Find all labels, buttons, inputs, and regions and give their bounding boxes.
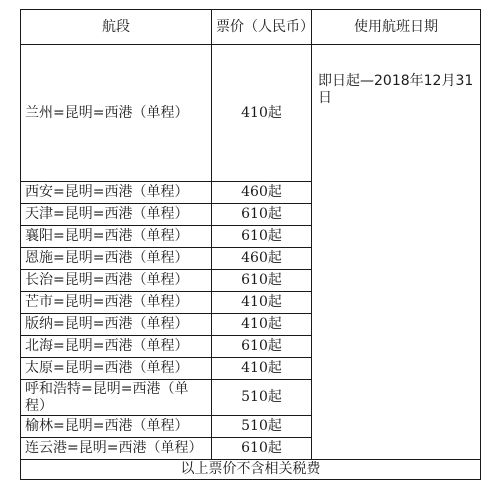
price-cell: 510起 — [212, 380, 312, 416]
header-price: 票价（人民币） — [212, 10, 312, 45]
price-cell: 410起 — [212, 45, 312, 182]
price-cell: 610起 — [212, 438, 312, 460]
route-cell: 西安=昆明=西港（单程） — [21, 182, 212, 204]
price-cell: 410起 — [212, 314, 312, 336]
footer-row — [21, 460, 481, 480]
route-cell: 连云港=昆明=西港（单程） — [21, 438, 212, 460]
fare-table — [20, 9, 481, 480]
validity-cell: 即日起—2018年12月31日 — [312, 45, 481, 460]
route-cell: 版纳=昆明=西港（单程） — [21, 314, 212, 336]
route-cell: 襄阳=昆明=西港（单程） — [21, 226, 212, 248]
route-cell: 呼和浩特=昆明=西港（单程） — [21, 380, 212, 416]
header-route: 航段 — [21, 10, 212, 45]
route-cell: 恩施=昆明=西港（单程） — [21, 248, 212, 270]
price-cell: 410起 — [212, 358, 312, 380]
route-cell: 北海=昆明=西港（单程） — [21, 336, 212, 358]
header-date: 使用航班日期 — [312, 10, 481, 45]
table-row — [21, 45, 481, 182]
price-cell: 610起 — [212, 336, 312, 358]
footer-note: 以上票价不含相关税费 — [21, 460, 481, 480]
route-cell: 兰州=昆明=西港（单程） — [21, 45, 212, 182]
route-cell: 榆林=昆明=西港（单程） — [21, 416, 212, 438]
price-cell: 610起 — [212, 270, 312, 292]
route-cell: 长治=昆明=西港（单程） — [21, 270, 212, 292]
price-cell: 460起 — [212, 182, 312, 204]
price-cell: 610起 — [212, 204, 312, 226]
price-cell: 610起 — [212, 226, 312, 248]
route-cell: 芒市=昆明=西港（单程） — [21, 292, 212, 314]
price-cell: 410起 — [212, 292, 312, 314]
route-cell: 太原=昆明=西港（单程） — [21, 358, 212, 380]
header-row — [21, 10, 481, 45]
price-cell: 510起 — [212, 416, 312, 438]
price-cell: 460起 — [212, 248, 312, 270]
route-cell: 天津=昆明=西港（单程） — [21, 204, 212, 226]
